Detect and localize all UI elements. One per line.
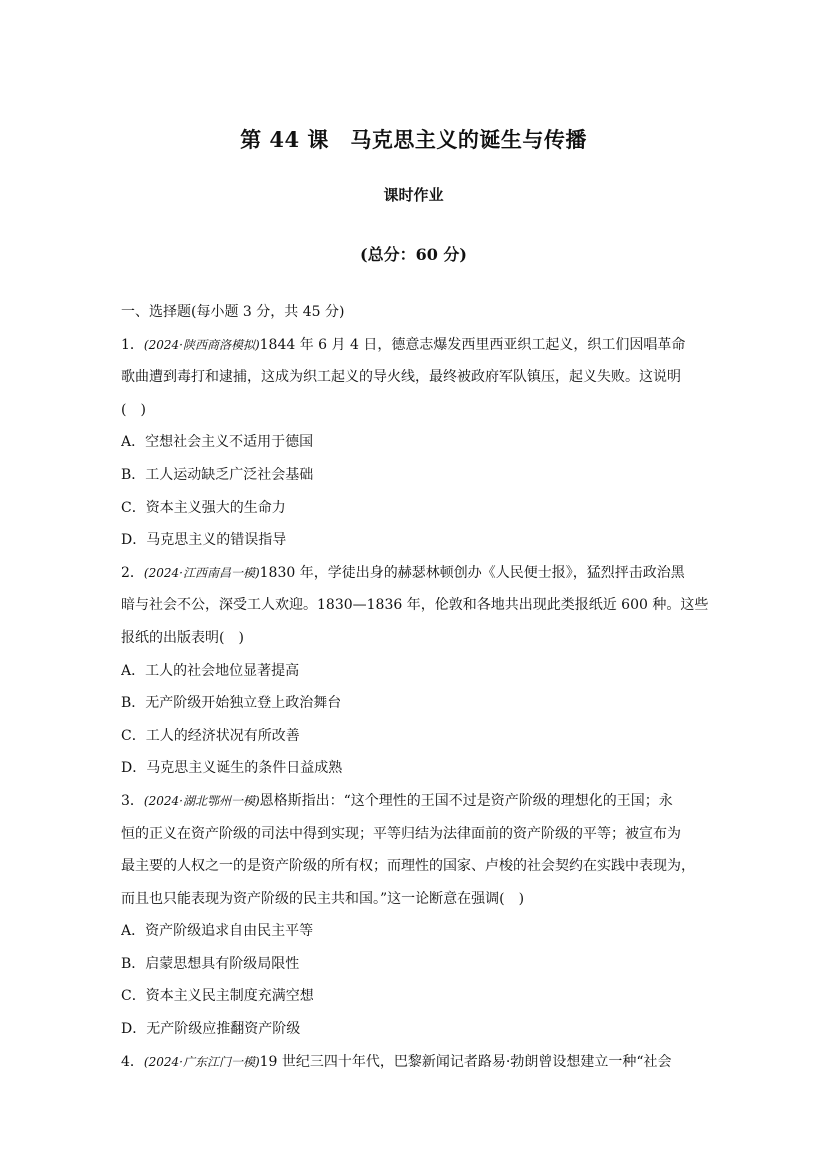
question-2-line-3: 报纸的出版表明( ) [121, 629, 244, 646]
question-3-option-c: C．资本主义民主制度充满空想 [121, 988, 314, 1005]
question-3-line-1 [121, 785, 711, 818]
question-source: (2024·江西南昌一模) [143, 565, 260, 580]
question-2-line-2: 暗与社会不公，深受工人欢迎。1830—1836 年，伦敦和各地共出现此类报纸近 600 种。这些 [121, 597, 709, 614]
question-1-option-c: C．资本主义强大的生命力 [121, 499, 286, 516]
question-source: (2024·陕西商洛模拟) [143, 337, 260, 352]
question-1-line-2: 歌曲遭到毒打和逮捕，这成为织工起义的导火线，最终被政府军队镇压，起义失败。这说明 [121, 369, 681, 386]
page-subtitle: 课时作业 [383, 186, 444, 204]
question-number: 1． [121, 336, 144, 353]
question-3-line-4: 而且也只能表现为资产阶级的民主共和国。”这一论断意在强调( ) [121, 890, 525, 907]
question-source: (2024·湖北鄂州一模) [143, 793, 260, 808]
question-2-line-1 [121, 557, 711, 590]
question-1-option-b: B．工人运动缺乏广泛社会基础 [121, 466, 314, 483]
question-2-option-b: B．无产阶级开始独立登上政治舞台 [121, 695, 342, 712]
total-score: (总分：60 分) [360, 245, 467, 264]
question-text: 1830 年，学徒出身的赫瑟林顿创办《人民便士报》，猛烈抨击政治黑 [259, 564, 685, 581]
question-text: 恩格斯指出：“这个理性的王国不过是资产阶级的理想化的王国；永 [259, 792, 673, 809]
question-3-line-3: 最主要的人权之一的是资产阶级的所有权；而理性的国家、卢梭的社会契约在实践中表现为， [121, 858, 695, 875]
question-1-option-a: A．空想社会主义不适用于德国 [121, 434, 314, 451]
question-3-line-2: 恒的正义在资产阶级的司法中得到实现；平等归结为法律面前的资产阶级的平等；被宣布为 [121, 825, 681, 842]
question-2-option-d: D．马克思主义诞生的条件日益成熟 [121, 760, 343, 777]
question-1-line-1 [121, 329, 711, 362]
question-number: 3． [121, 792, 144, 809]
question-2-option-a: A．工人的社会地位显著提高 [121, 662, 300, 679]
page-title: 第 44 课 马克思主义的诞生与传播 [240, 127, 587, 152]
question-1-option-d: D．马克思主义的错误指导 [121, 532, 287, 549]
question-3-option-b: B．启蒙思想具有阶级局限性 [121, 955, 300, 972]
question-text: 19 世纪三四十年代，巴黎新闻记者路易·勃朗曾设想建立一种“社会 [259, 1053, 672, 1070]
question-number: 2． [121, 564, 144, 581]
question-text: 1844 年 6 月 4 日，德意志爆发西里西亚织工起义，织工们因唱革命 [259, 336, 686, 353]
question-4-line-1 [121, 1046, 711, 1079]
question-3-option-d: D．无产阶级应推翻资产阶级 [121, 1021, 301, 1038]
question-3-option-a: A．资产阶级追求自由民主平等 [121, 923, 314, 940]
question-2-option-c: C．工人的经济状况有所改善 [121, 727, 300, 744]
question-source: (2024·广东江门一模) [143, 1054, 260, 1069]
question-list [121, 296, 711, 1078]
question-number: 4． [121, 1053, 144, 1070]
question-1-line-3: ( ) [121, 401, 146, 418]
section-heading: 一、选择题(每小题 3 分，共 45 分) [121, 304, 345, 320]
